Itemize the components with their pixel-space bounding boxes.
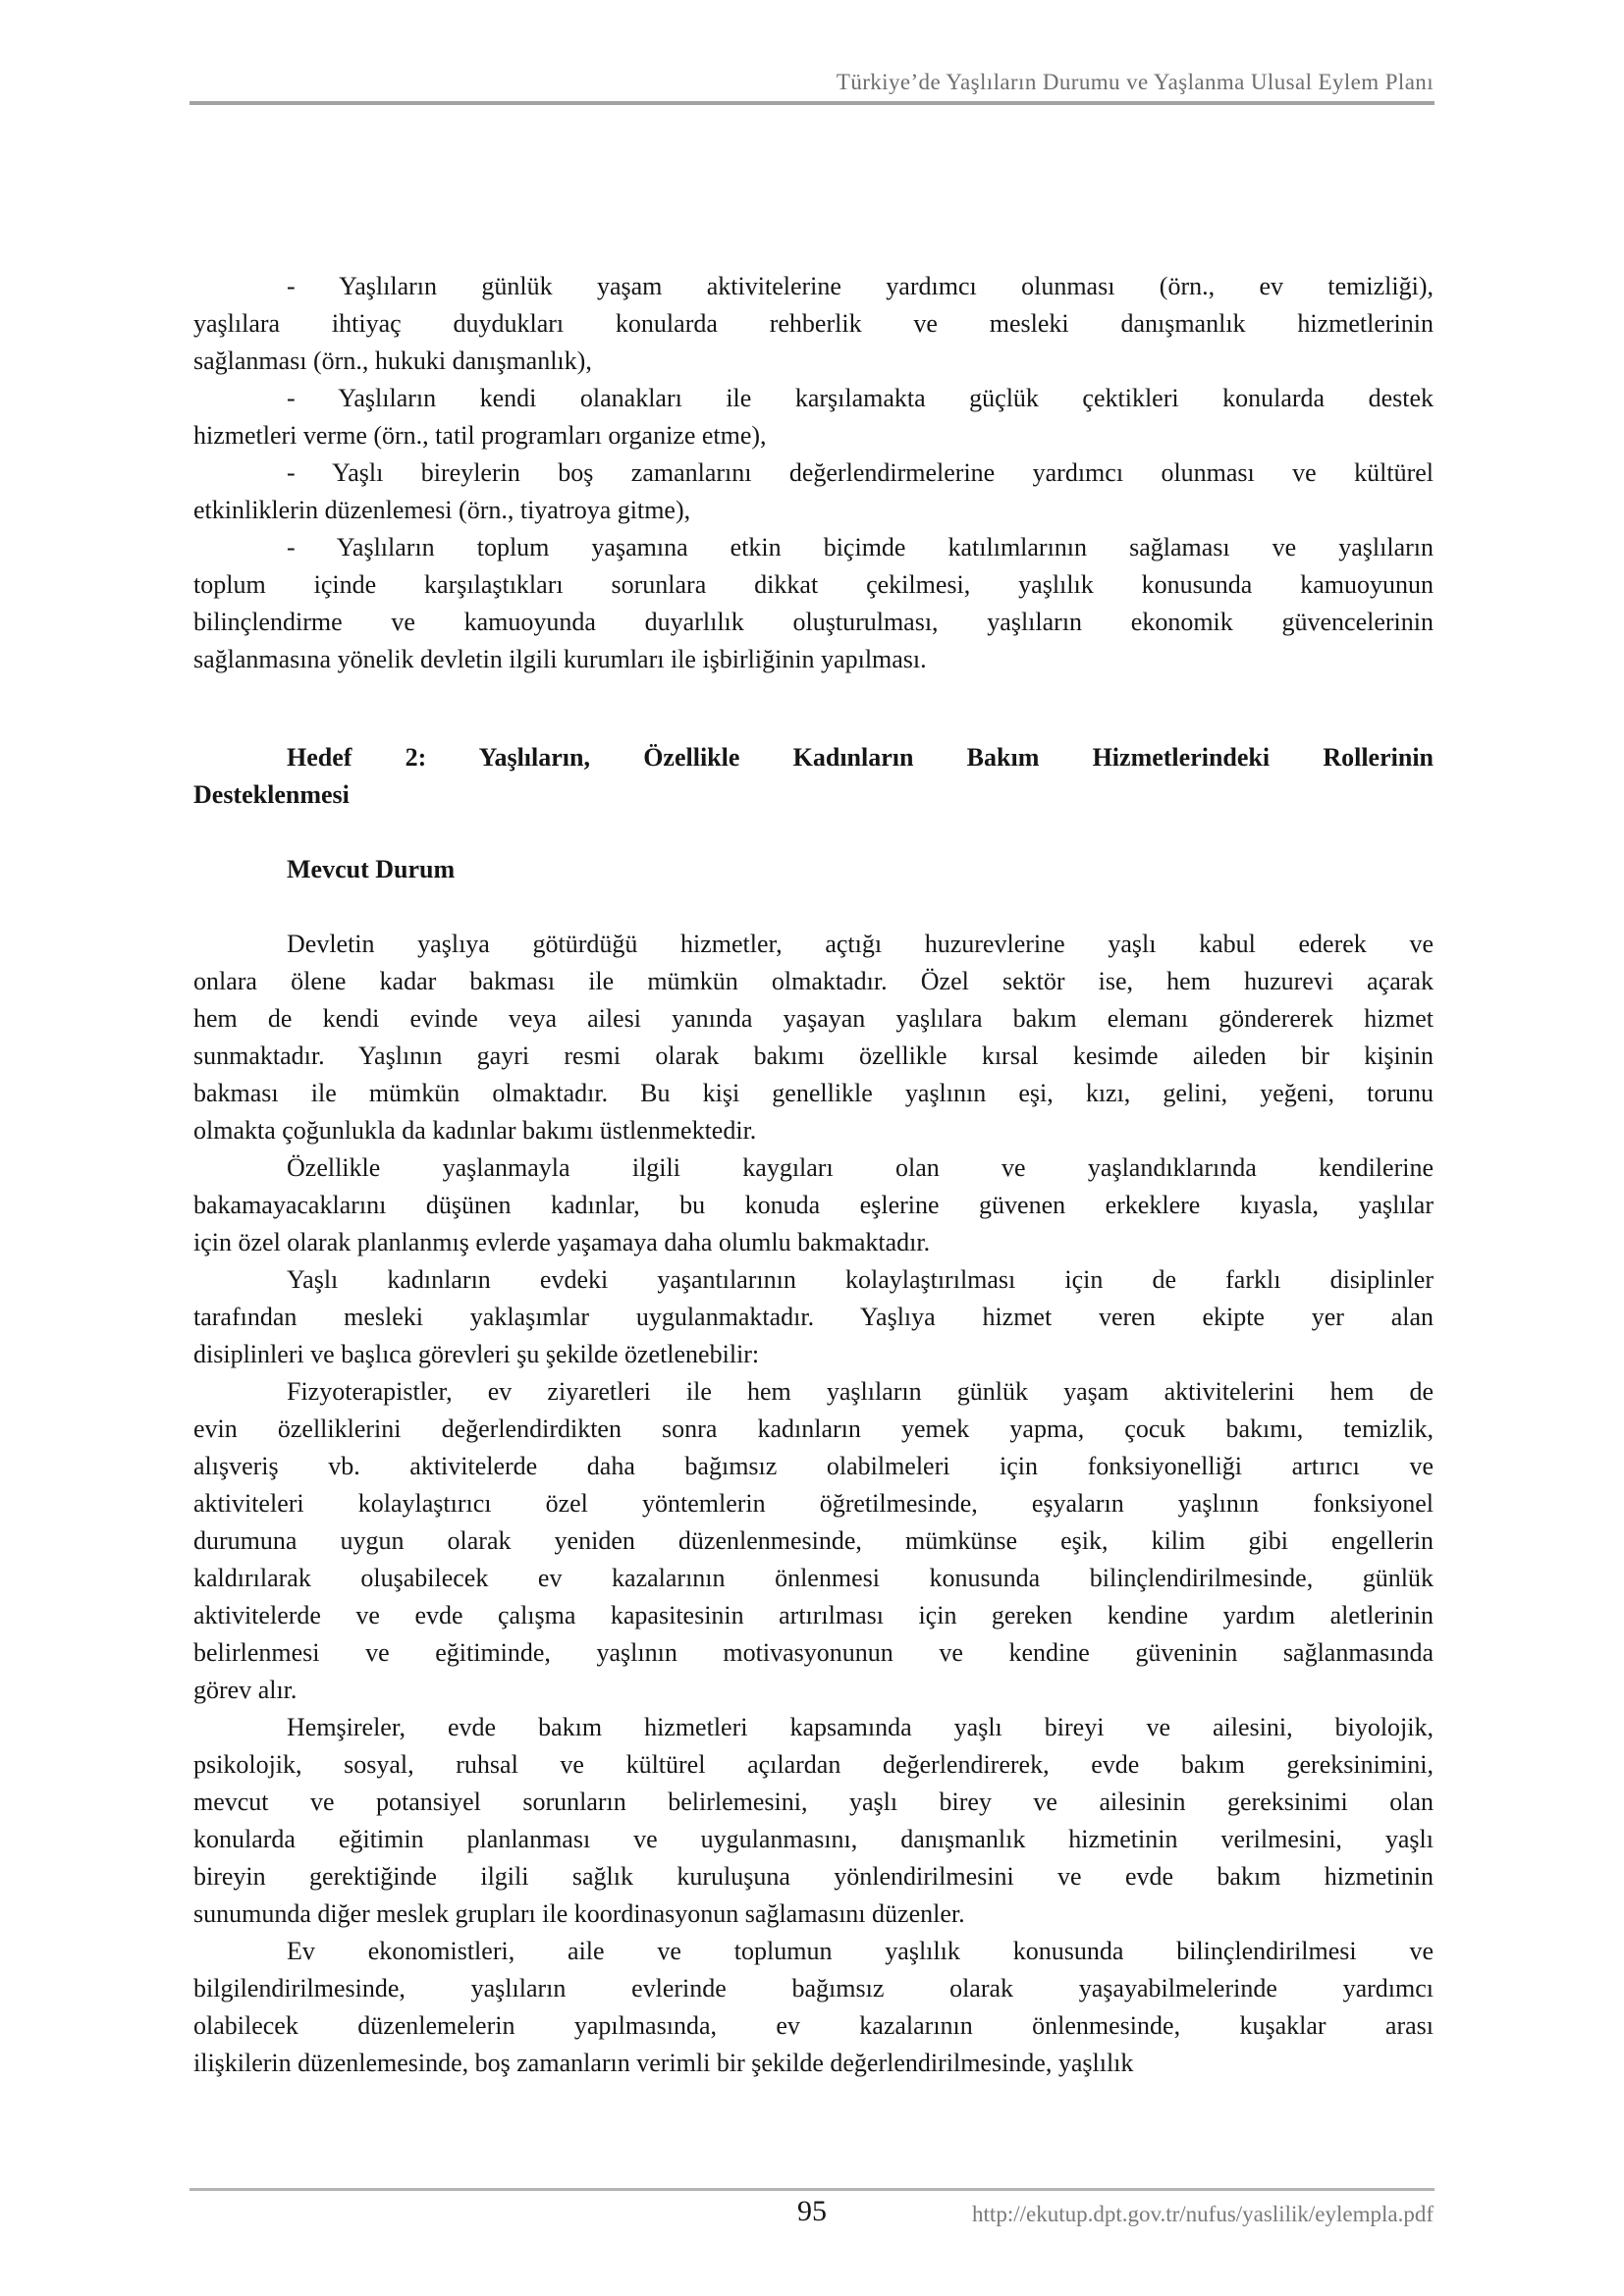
footer-rule: [189, 2188, 1435, 2191]
text-line: kaldırılarak oluşabilecek ev kazalarının önlenmesi konusunda bilinçlendirilmesinde, günlük: [193, 1564, 1434, 1592]
bullet-paragraph: [193, 529, 1434, 678]
bullet-paragraph: [193, 454, 1434, 529]
text-line: bireyin gerektiğinde ilgili sağlık kuruluşuna yönlendirilmesini ve evde bakım hizmetinin: [193, 1862, 1434, 1891]
text-line: Fizyoterapistler, ev ziyaretleri ile hem yaşlıların günlük yaşam aktivitelerini hem de: [287, 1377, 1434, 1406]
text-line: bilinçlendirme ve kamuoyunda duyarlılık oluşturulması, yaşlıların ekonomik güvencelerinin: [193, 608, 1434, 636]
text-line: aktivitelerde ve evde çalışma kapasitesinin artırılması için gereken kendine yardım aletlerinin: [193, 1601, 1434, 1629]
text-line: - Yaşlıların günlük yaşam aktivitelerine yardımcı olunması (örn., ev temizliği),: [287, 272, 1434, 300]
text-line: hizmetleri verme (örn., tatil programları organize etme),: [193, 421, 767, 450]
text-line: bilgilendirilmesinde, yaşlıların evlerinde bağımsız olarak yaşayabilmelerinde yardımcı: [193, 1974, 1434, 2002]
paragraph: [193, 1709, 1434, 1933]
bullet-paragraph: [193, 268, 1434, 380]
text-line: aktiviteleri kolaylaştırıcı özel yöntemlerin öğretilmesinde, eşyaların yaşlının fonksiyonel: [193, 1489, 1434, 1518]
text-line: durumuna uygun olarak yeniden düzenlenmesinde, mümkünse eşik, kilim gibi engellerin: [193, 1526, 1434, 1555]
text-line: Hedef 2: Yaşlıların, Özellikle Kadınların Bakım Hizmetlerindeki Rollerinin: [287, 743, 1434, 772]
text-line: alışveriş vb. aktivitelerde daha bağımsız olabilmeleri için fonksiyonelliği artırıcı ve: [193, 1452, 1434, 1480]
text-line: Ev ekonomistleri, aile ve toplumun yaşlılık konusunda bilinçlendirilmesi ve: [287, 1937, 1434, 1965]
text-line: Mevcut Durum: [287, 855, 456, 883]
text-line: psikolojik, sosyal, ruhsal ve kültürel açılardan değerlendirerek, evde bakım gereksinimini,: [193, 1750, 1434, 1779]
text-line: bakması ile mümkün olmaktadır. Bu kişi genellikle yaşlının eşi, kızı, gelini, yeğeni, torunu: [193, 1079, 1434, 1107]
text-line: sunumunda diğer meslek grupları ile koordinasyonun sağlamasını düzenler.: [193, 1899, 965, 1928]
text-line: Hemşireler, evde bakım hizmetleri kapsamında yaşlı bireyi ve ailesini, biyolojik,: [287, 1713, 1434, 1741]
bullet-paragraph: [193, 380, 1434, 454]
paragraph: [193, 1933, 1434, 2082]
text-line: sağlanmasına yönelik devletin ilgili kurumları ile işbirliğinin yapılması.: [193, 645, 927, 673]
text-line: - Yaşlı bireylerin boş zamanlarını değerlendirmelerine yardımcı olunması ve kültürel: [287, 458, 1434, 487]
text-line: sağlanması (örn., hukuki danışmanlık),: [193, 347, 592, 375]
section-heading: [193, 739, 1434, 814]
text-line: Desteklenmesi: [193, 780, 350, 809]
text-line: konularda eğitimin planlanması ve uygulanmasını, danışmanlık hizmetinin verilmesini, yaşlı: [193, 1825, 1434, 1853]
paragraph: [193, 1373, 1434, 1709]
running-header-title: Türkiye’de Yaşlıların Durumu ve Yaşlanma Ulusal Eylem Planı: [836, 70, 1434, 94]
text-line: için özel olarak planlanmış evlerde yaşamaya daha olumlu bakmaktadır.: [193, 1228, 931, 1256]
text-line: - Yaşlıların kendi olanakları ile karşılamakta güçlük çektikleri konularda destek: [287, 384, 1434, 412]
text-line: hem de kendi evinde veya ailesi yanında yaşayan yaşlılara bakım elemanı göndererek hizmet: [193, 1004, 1434, 1033]
text-line: belirlenmesi ve eğitiminde, yaşlının motivasyonunun ve kendine güveninin sağlanmasında: [193, 1638, 1434, 1667]
text-line: etkinliklerin düzenlemesi (örn., tiyatroya gitme),: [193, 496, 691, 524]
text-line: - Yaşlıların toplum yaşamına etkin biçimde katılımlarının sağlaması ve yaşlıların: [287, 533, 1434, 561]
sub-heading: [193, 851, 1434, 888]
text-line: tarafından mesleki yaklaşımlar uygulanmaktadır. Yaşlıya hizmet veren ekipte yer alan: [193, 1303, 1434, 1331]
text-line: ilişkilerin düzenlemesinde, boş zamanların verimli bir şekilde değerlendirilmesinde, yaşlılık: [193, 2049, 1134, 2077]
paragraph: [193, 1149, 1434, 1261]
text-line: görev alır.: [193, 1676, 298, 1704]
paragraph: [193, 1261, 1434, 1373]
paragraph: [193, 926, 1434, 1149]
text-line: disiplinleri ve başlıca görevleri şu şekilde özetlenebilir:: [193, 1340, 760, 1368]
content: [193, 268, 1434, 2082]
text-line: olabilecek düzenlemelerin yapılmasında, ev kazalarının önlenmesinde, kuşaklar arası: [193, 2011, 1434, 2040]
text-line: Yaşlı kadınların evdeki yaşantılarının kolaylaştırılması için de farklı disiplinler: [287, 1265, 1434, 1294]
text-line: toplum içinde karşılaştıkları sorunlara dikkat çekilmesi, yaşlılık konusunda kamuoyunun: [193, 570, 1434, 599]
header-rule: [189, 101, 1435, 105]
text-line: onlara ölene kadar bakması ile mümkün olmaktadır. Özel sektör ise, hem huzurevi açarak: [193, 967, 1434, 995]
text-line: olmakta çoğunlukla da kadınlar bakımı üstlenmektedir.: [193, 1116, 757, 1145]
page-number: 95: [797, 2195, 827, 2227]
text-line: Özellikle yaşlanmayla ilgili kaygıları olan ve yaşlandıklarında kendilerine: [287, 1153, 1434, 1182]
text-line: bakamayacaklarını düşünen kadınlar, bu konuda eşlerine güvenen erkeklere kıyasla, yaşlılar: [193, 1191, 1434, 1219]
text-line: Devletin yaşlıya götürdüğü hizmetler, açtığı huzurevlerine yaşlı kabul ederek ve: [287, 930, 1434, 958]
text-line: sunmaktadır. Yaşlının gayri resmi olarak bakımı özellikle kırsal kesimde aileden bir kişinin: [193, 1041, 1434, 1070]
text-line: yaşlılara ihtiyaç duydukları konularda rehberlik ve mesleki danışmanlık hizmetlerinin: [193, 309, 1434, 338]
text-line: evin özelliklerini değerlendirdikten sonra kadınların yemek yapma, çocuk bakımı, temizlik,: [193, 1415, 1434, 1443]
text-line: mevcut ve potansiyel sorunların belirlemesini, yaşlı birey ve ailesinin gereksinimi olan: [193, 1788, 1434, 1816]
footer-url: http://ekutup.dpt.gov.tr/nufus/yaslilik/eylempla.pdf: [972, 2202, 1434, 2226]
